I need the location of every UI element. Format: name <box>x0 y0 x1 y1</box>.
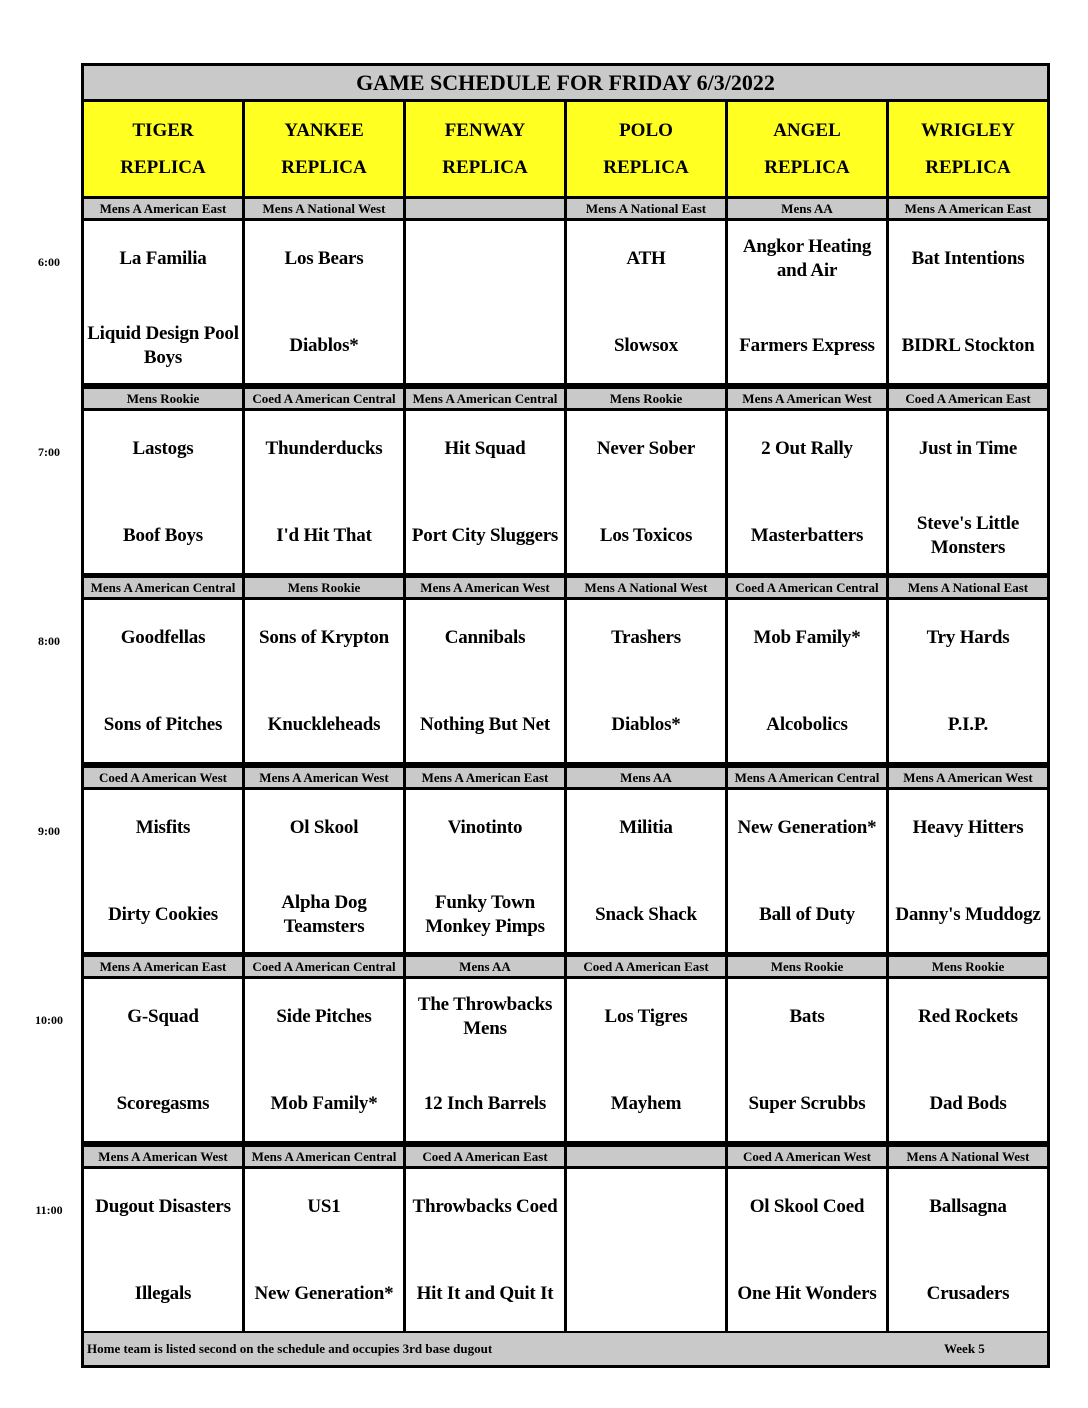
game-cell <box>84 1169 242 1331</box>
field-subtitle: REPLICA <box>764 156 850 178</box>
field-subtitle: REPLICA <box>120 156 206 178</box>
division-label: Mens AA <box>567 768 725 787</box>
away-team: ATH <box>626 247 666 269</box>
home-team: Diablos* <box>289 334 359 356</box>
away-team <box>567 1169 725 1250</box>
away-team: Side Pitches <box>276 1005 372 1027</box>
game-cell <box>567 1169 725 1331</box>
home-team: Sons of Pitches <box>103 713 223 735</box>
home-team: Farmers Express <box>739 334 875 356</box>
away-team: Hit Squad <box>444 437 526 459</box>
division-label: Mens A American West <box>728 389 886 408</box>
away-team: Just in Time <box>918 437 1018 459</box>
game-cell <box>889 979 1047 1141</box>
division-label: Coed A American East <box>889 389 1047 408</box>
away-team: La Familia <box>119 247 207 269</box>
away-team: Ol Skool <box>289 816 359 838</box>
division-label: Mens A American West <box>245 768 403 787</box>
field-name: WRIGLEY <box>921 119 1015 141</box>
away-team: Ballsagna <box>929 1195 1007 1217</box>
away-team: Cannibals <box>444 626 526 648</box>
game-cell <box>84 790 242 952</box>
time-label: 10:00 <box>35 1013 63 1027</box>
field-header-angel <box>728 102 886 196</box>
game-cell <box>889 600 1047 762</box>
away-team: Los Tigres <box>604 1005 688 1027</box>
away-team: Vinotinto <box>447 816 523 838</box>
game-cell <box>406 790 564 952</box>
division-label: Mens A American West <box>406 578 564 597</box>
away-team: Trashers <box>611 626 681 648</box>
time-label: 6:00 <box>38 255 60 269</box>
field-name: FENWAY <box>444 119 526 141</box>
game-cell <box>567 790 725 952</box>
home-team: Dirty Cookies <box>108 903 218 925</box>
division-label: Coed A American East <box>567 957 725 976</box>
away-team: Thunderducks <box>265 437 383 459</box>
game-cell <box>728 1169 886 1331</box>
away-team: Throwbacks Coed <box>412 1195 558 1217</box>
away-team: Try Hards <box>926 626 1010 648</box>
field-subtitle: REPLICA <box>442 156 528 178</box>
time-label: 7:00 <box>38 445 60 459</box>
away-team: G-Squad <box>127 1005 199 1027</box>
division-label: Mens A American East <box>406 768 564 787</box>
home-team: Hit It and Quit It <box>416 1282 554 1304</box>
home-team: Nothing But Net <box>419 713 550 735</box>
home-team: Los Toxicos <box>599 524 693 546</box>
home-team: Ball of Duty <box>759 903 855 925</box>
division-label: Coed A American Central <box>728 578 886 597</box>
field-subtitle: REPLICA <box>603 156 689 178</box>
game-cell <box>406 221 564 383</box>
home-team: BIDRL Stockton <box>901 334 1035 356</box>
division-label: Mens A American East <box>889 199 1047 218</box>
home-team: Scoregasms <box>116 1092 210 1114</box>
division-label: Mens AA <box>728 199 886 218</box>
division-label: Coed A American Central <box>245 389 403 408</box>
division-label: Mens A American Central <box>406 389 564 408</box>
away-team: Ol Skool Coed <box>749 1195 865 1217</box>
home-team: Alpha Dog Teamsters <box>281 891 367 937</box>
away-team: 2 Out Rally <box>761 437 853 459</box>
away-team: Militia <box>619 816 673 838</box>
game-cell <box>84 600 242 762</box>
division-label: Mens Rookie <box>245 578 403 597</box>
away-team: US1 <box>307 1195 341 1217</box>
division-label: Coed A American East <box>406 1147 564 1166</box>
away-team: Heavy Hitters <box>912 816 1024 838</box>
division-label: Mens A National West <box>567 578 725 597</box>
game-cell <box>889 1169 1047 1331</box>
home-team: Knuckleheads <box>267 713 381 735</box>
time-label: 8:00 <box>38 634 60 648</box>
time-label: 11:00 <box>35 1203 63 1217</box>
division-label <box>567 1147 725 1166</box>
home-team: Danny's Muddogz <box>895 903 1041 925</box>
game-cell <box>245 790 403 952</box>
game-cell <box>889 411 1047 573</box>
game-cell <box>728 979 886 1141</box>
division-label: Mens A National East <box>567 199 725 218</box>
field-header-yankee <box>245 102 403 196</box>
field-header-fenway <box>406 102 564 196</box>
division-label: Mens AA <box>406 957 564 976</box>
home-team: One Hit Wonders <box>737 1282 877 1304</box>
field-name: POLO <box>619 119 673 141</box>
division-label: Coed A American West <box>84 768 242 787</box>
game-cell <box>406 411 564 573</box>
field-name: TIGER <box>132 119 194 141</box>
game-cell <box>567 600 725 762</box>
away-team: Bats <box>789 1005 825 1027</box>
division-label: Mens A American West <box>84 1147 242 1166</box>
away-team: Lastogs <box>132 437 194 459</box>
footer-bar <box>84 1333 1047 1365</box>
home-team: Masterbatters <box>750 524 864 546</box>
home-team: Diablos* <box>611 713 681 735</box>
away-team: Sons of Krypton <box>258 626 390 648</box>
division-label: Mens A National East <box>889 578 1047 597</box>
away-team: Dugout Disasters <box>95 1195 231 1217</box>
away-team: Red Rockets <box>918 1005 1018 1027</box>
home-team: Steve's Little Monsters <box>916 512 1020 558</box>
game-cell <box>889 221 1047 383</box>
home-team: Mayhem <box>610 1092 682 1114</box>
home-team: Boof Boys <box>122 524 204 546</box>
division-label: Mens Rookie <box>728 957 886 976</box>
home-team: Dad Bods <box>929 1092 1007 1114</box>
division-label: Mens A American East <box>84 199 242 218</box>
game-cell <box>567 221 725 383</box>
home-team <box>567 1250 725 1331</box>
home-team: I'd Hit That <box>276 524 372 546</box>
game-cell <box>245 411 403 573</box>
game-cell <box>245 221 403 383</box>
home-team: Mob Family* <box>270 1092 378 1114</box>
game-cell <box>84 411 242 573</box>
home-team: Port City Sluggers <box>411 524 559 546</box>
schedule-table <box>81 63 1050 1368</box>
game-cell <box>728 600 886 762</box>
home-team: Crusaders <box>926 1282 1010 1304</box>
division-label: Mens A National West <box>889 1147 1047 1166</box>
home-team: Super Scrubbs <box>748 1092 866 1114</box>
division-label: Coed A American West <box>728 1147 886 1166</box>
away-team: Mob Family* <box>753 626 861 648</box>
home-team: Snack Shack <box>595 903 697 925</box>
game-cell <box>406 979 564 1141</box>
away-team: Bat Intentions <box>911 247 1025 269</box>
division-label: Mens A American Central <box>245 1147 403 1166</box>
home-team: Funky Town Monkey Pimps <box>425 891 545 937</box>
division-label: Mens Rookie <box>889 957 1047 976</box>
division-label: Mens A American West <box>889 768 1047 787</box>
away-team <box>406 221 564 302</box>
game-cell <box>406 600 564 762</box>
division-label: Mens A American Central <box>728 768 886 787</box>
field-header-polo <box>567 102 725 196</box>
game-cell <box>728 221 886 383</box>
home-team: New Generation* <box>254 1282 394 1304</box>
division-label: Mens A American East <box>84 957 242 976</box>
field-header-wrigley <box>889 102 1047 196</box>
game-cell <box>245 979 403 1141</box>
division-label: Mens A National West <box>245 199 403 218</box>
field-subtitle: REPLICA <box>281 156 367 178</box>
game-cell <box>84 979 242 1141</box>
game-cell <box>728 411 886 573</box>
field-subtitle: REPLICA <box>925 156 1011 178</box>
division-label: Coed A American Central <box>245 957 403 976</box>
game-cell <box>567 411 725 573</box>
game-cell <box>245 1169 403 1331</box>
home-team: 12 Inch Barrels <box>423 1092 547 1114</box>
away-team: New Generation* <box>737 816 877 838</box>
game-cell <box>245 600 403 762</box>
division-label: Mens Rookie <box>84 389 242 408</box>
away-team: Angkor Heating and Air <box>742 235 872 281</box>
time-label: 9:00 <box>38 824 60 838</box>
away-team: Goodfellas <box>120 626 206 648</box>
home-team: Liquid Design Pool Boys <box>87 322 239 368</box>
game-cell <box>406 1169 564 1331</box>
footer-note: Home team is listed second on the schedule and occupies 3rd base dugout <box>87 1341 493 1356</box>
away-team: The Throwbacks Mens <box>417 993 553 1039</box>
home-team: Slowsox <box>613 334 679 356</box>
division-label <box>406 199 564 218</box>
game-cell <box>889 790 1047 952</box>
home-team <box>406 302 564 383</box>
game-cell <box>728 790 886 952</box>
game-cell <box>567 979 725 1141</box>
home-team: Illegals <box>134 1282 192 1304</box>
game-cell <box>84 221 242 383</box>
field-name: YANKEE <box>284 119 364 141</box>
home-team: Alcobolics <box>766 713 848 735</box>
away-team: Los Bears <box>284 247 364 269</box>
away-team: Misfits <box>135 816 191 838</box>
schedule-title: GAME SCHEDULE FOR FRIDAY 6/3/2022 <box>84 66 1047 99</box>
home-team: P.I.P. <box>947 713 989 735</box>
week-label: Week 5 <box>944 1341 985 1356</box>
field-name: ANGEL <box>773 119 841 141</box>
division-label: Mens A American Central <box>84 578 242 597</box>
division-label: Mens Rookie <box>567 389 725 408</box>
away-team: Never Sober <box>596 437 696 459</box>
field-header-tiger <box>84 102 242 196</box>
